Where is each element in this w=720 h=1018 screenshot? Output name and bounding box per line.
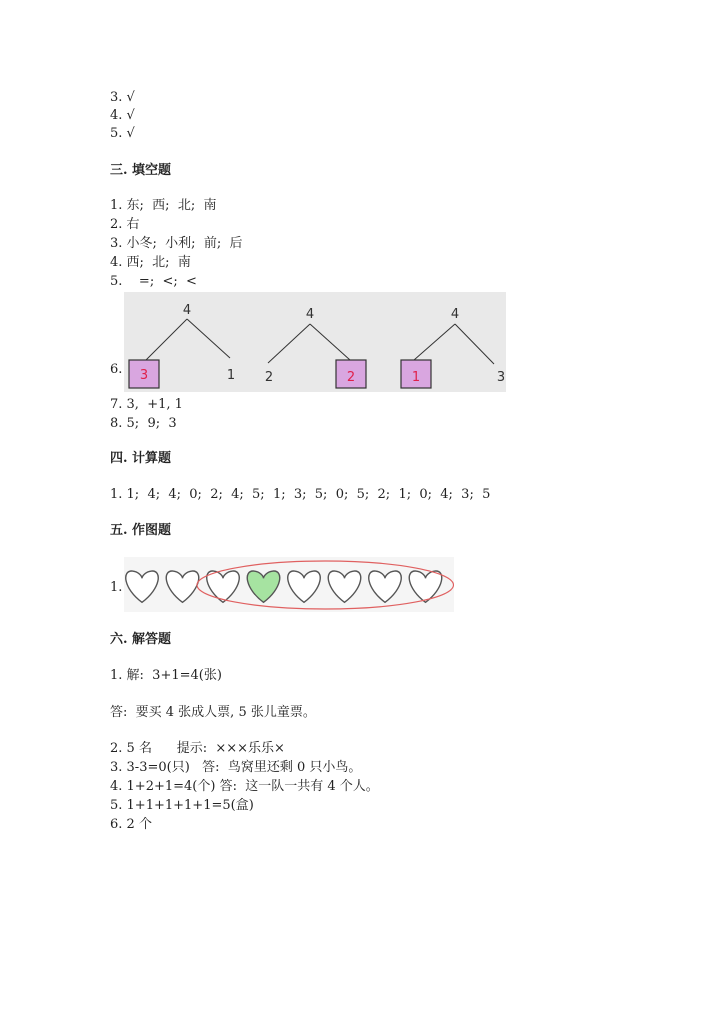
heart-icon	[166, 571, 199, 602]
tree-top-number: 4	[450, 307, 460, 322]
answer-line: 5. √	[110, 126, 135, 141]
answer-line: 6. 2 个	[110, 817, 152, 832]
answer-line: 2. 5 名 提示: ×××乐乐×	[110, 741, 285, 756]
answer-line: 7. 3, +1, 1	[110, 397, 183, 412]
boxed-number: 1	[411, 370, 421, 385]
split-tree-2	[265, 307, 366, 388]
answer-line: 8. 5; 9; 3	[110, 416, 177, 431]
heart-icon	[126, 571, 159, 602]
section-heading: 五. 作图题	[110, 523, 172, 538]
number-split-figure	[124, 292, 506, 392]
answer-line: 1. 东; 西; 北; 南	[110, 198, 217, 213]
boxed-number: 3	[139, 368, 149, 383]
hearts-figure	[124, 557, 454, 612]
split-tree-1	[129, 303, 235, 388]
heart-icon	[369, 571, 402, 602]
answer-line: 5. =; <; <	[110, 274, 197, 289]
number-split-trees	[124, 292, 506, 392]
filled-heart-icon	[247, 571, 280, 602]
tree-top-number: 4	[305, 307, 315, 322]
boxed-number: 2	[346, 370, 356, 385]
answer-line: 4. 西; 北; 南	[110, 255, 191, 270]
tree-top-number: 4	[182, 303, 192, 318]
split-tree-3	[401, 307, 505, 388]
answer-line: 3. 小冬; 小利; 前; 后	[110, 236, 243, 251]
heart-icon	[328, 571, 361, 602]
answer-line: 1. 1; 4; 4; 0; 2; 4; 5; 1; 3; 5; 0; 5; 2; 1; 0; 4; 3; 5	[110, 487, 491, 502]
heart-icon	[207, 571, 240, 602]
section-heading: 三. 填空题	[110, 163, 172, 178]
answer-line: 1. 解: 3+1=4(张)	[110, 668, 222, 683]
answer-line: 2. 右	[110, 217, 140, 232]
tree-right-number: 1	[226, 368, 236, 383]
answer-line: 4. 1+2+1=4(个) 答: 这一队一共有 4 个人。	[110, 779, 379, 794]
answer-line: 5. 1+1+1+1+1=5(盒)	[110, 798, 254, 813]
section-heading: 四. 计算题	[110, 451, 172, 466]
item-6-label: 6.	[110, 362, 123, 377]
item-label: 1.	[110, 580, 123, 595]
tree-right-number: 3	[496, 370, 506, 385]
heart-icon	[288, 571, 321, 602]
tree-left-number: 2	[264, 370, 274, 385]
answer-line: 4. √	[110, 108, 135, 123]
answer-line: 3. 3-3=0(只) 答: 鸟窝里还剩 0 只小鸟。	[110, 760, 362, 775]
section-heading: 六. 解答题	[110, 632, 172, 647]
answer-line: 3. √	[110, 90, 135, 105]
heart-icon	[409, 571, 442, 602]
answer-line: 答: 要买 4 张成人票, 5 张儿童票。	[110, 705, 316, 720]
hearts-drawing	[124, 557, 454, 612]
